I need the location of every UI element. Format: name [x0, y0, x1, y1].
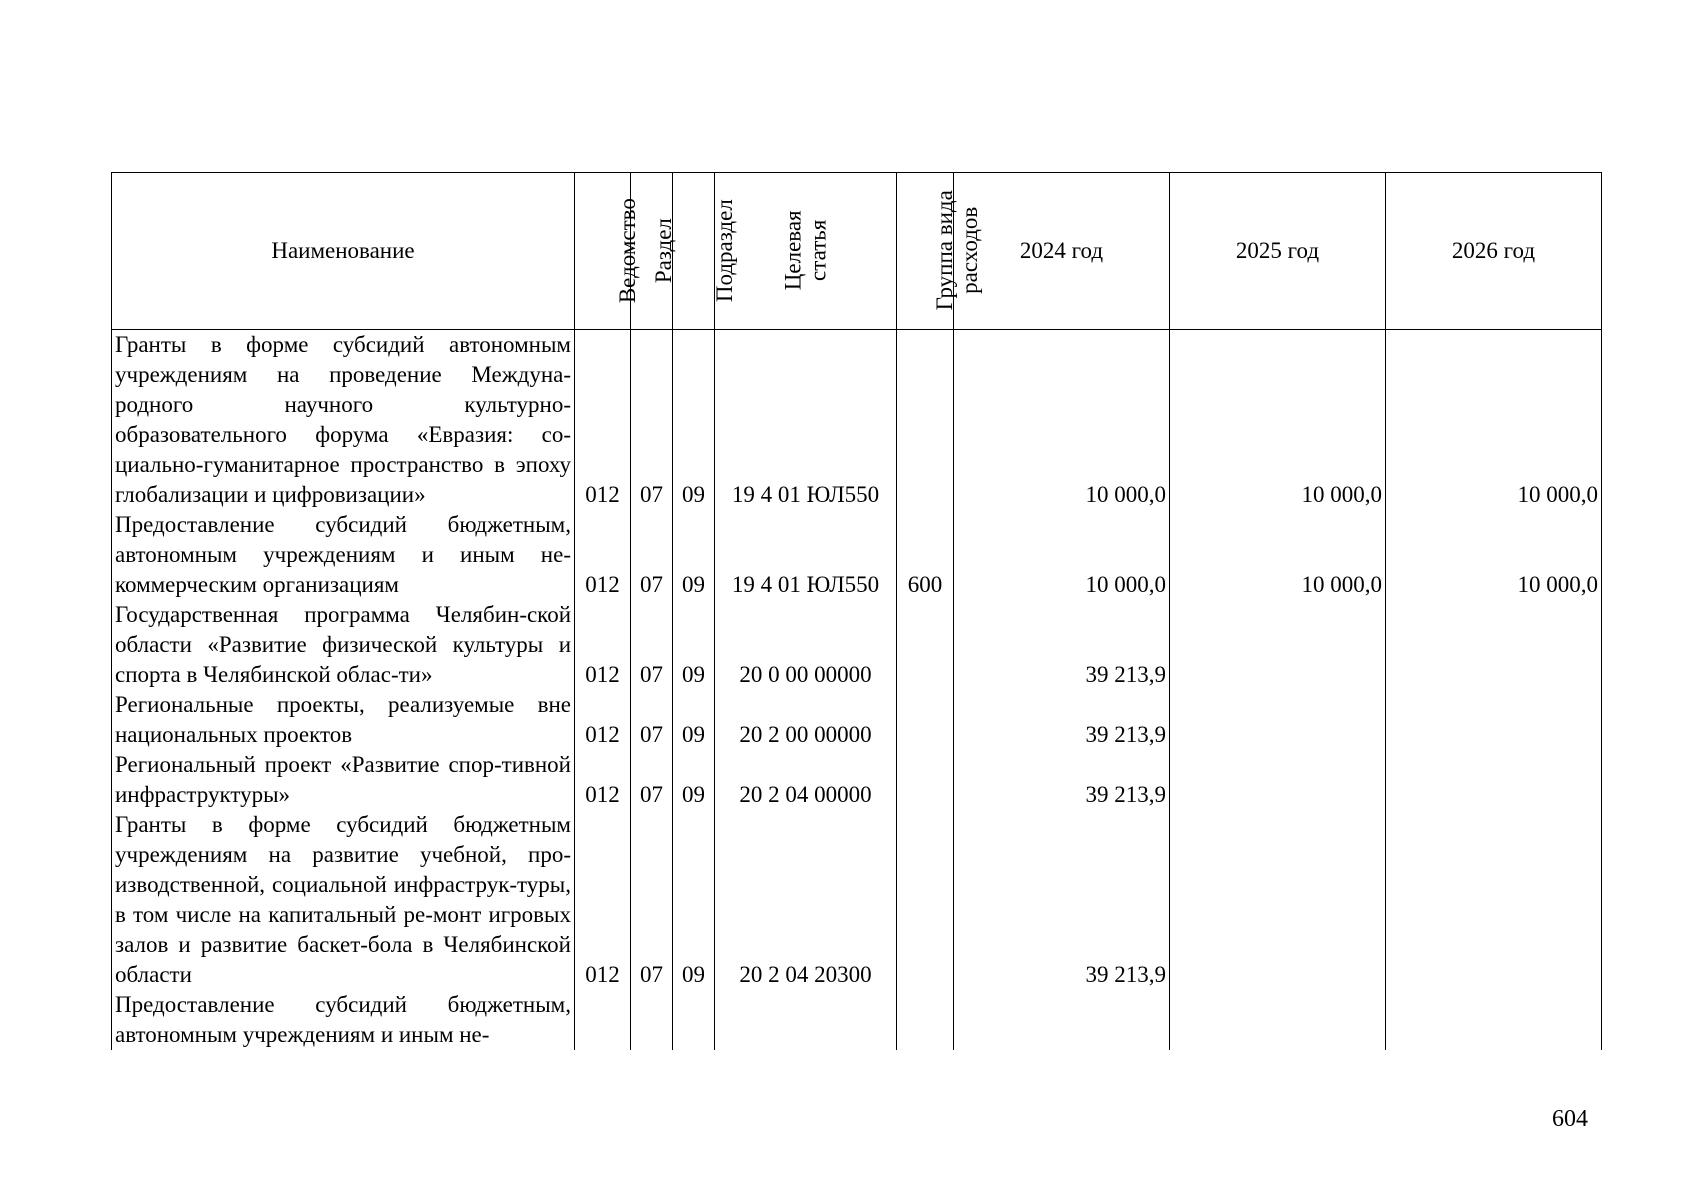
header-subsection: Подраздел: [673, 173, 715, 330]
header-dept: Ведомство: [575, 173, 631, 330]
cell-name: Гранты в форме субсидий автономным учреждениям на проведение Междуна-родного научного культурно-образовательного форума «Евразия: со-циально-гуманитарное пространство в эпоху глобализации и цифровизации»: [112, 330, 575, 511]
cell-2024: 39 213,9: [954, 810, 1170, 990]
cell-expense: [897, 990, 954, 1050]
cell-2026: [1386, 750, 1602, 810]
cell-dept: 012: [575, 330, 631, 511]
table-row: [112, 810, 1602, 990]
table-row: [112, 600, 1602, 690]
table-row: [112, 690, 1602, 750]
cell-2026: [1386, 990, 1602, 1050]
cell-target: 20 2 04 20300: [715, 810, 897, 990]
cell-2025: [1170, 600, 1386, 690]
cell-dept: 012: [575, 510, 631, 600]
cell-expense: [897, 750, 954, 810]
cell-target: 19 4 01 ЮЛ550: [715, 510, 897, 600]
cell-2024: 10 000,0: [954, 330, 1170, 511]
cell-subsection: 09: [673, 810, 715, 990]
cell-section: 07: [631, 510, 673, 600]
header-2024: 2024 год: [954, 173, 1170, 330]
header-expense-line2: расходов: [957, 207, 983, 295]
cell-name: Государственная программа Челябин-ской области «Развитие физической культуры и спорта в Челябинской облас-ти»: [112, 600, 575, 690]
cell-dept: [575, 990, 631, 1050]
header-2026: 2026 год: [1386, 173, 1602, 330]
cell-name: Предоставление субсидий бюджетным, автономным учреждениям и иным не-: [112, 990, 575, 1050]
cell-section: 07: [631, 600, 673, 690]
cell-2024: 39 213,9: [954, 690, 1170, 750]
cell-name: Региональный проект «Развитие спор-тивной инфраструктуры»: [112, 750, 575, 810]
cell-subsection: 09: [673, 330, 715, 511]
table-row: [112, 990, 1602, 1050]
cell-2025: [1170, 750, 1386, 810]
cell-name: Предоставление субсидий бюджетным, автономным учреждениям и иным не-коммерческим организациям: [112, 510, 575, 600]
cell-2025: 10 000,0: [1170, 330, 1386, 511]
cell-2025: [1170, 690, 1386, 750]
header-target-line2: статья: [805, 220, 831, 282]
header-target: [715, 173, 897, 330]
table-row: [112, 750, 1602, 810]
cell-section: 07: [631, 330, 673, 511]
table-row: [112, 330, 1602, 511]
cell-2024: 39 213,9: [954, 600, 1170, 690]
cell-2024: 10 000,0: [954, 510, 1170, 600]
cell-section: 07: [631, 690, 673, 750]
header-row: [112, 173, 1602, 330]
cell-section: 07: [631, 810, 673, 990]
cell-target: 20 0 00 00000: [715, 600, 897, 690]
cell-2026: [1386, 690, 1602, 750]
header-expense: [897, 173, 983, 330]
cell-expense: [897, 810, 954, 990]
header-section: Раздел: [631, 173, 673, 330]
cell-dept: 012: [575, 690, 631, 750]
cell-target: 20 2 04 00000: [715, 750, 897, 810]
cell-target: 19 4 01 ЮЛ550: [715, 330, 897, 511]
cell-2026: [1386, 600, 1602, 690]
table-body: [112, 330, 1602, 1051]
cell-dept: 012: [575, 600, 631, 690]
cell-subsection: 09: [673, 690, 715, 750]
cell-2026: [1386, 810, 1602, 990]
cell-2026: 10 000,0: [1386, 510, 1602, 600]
header-2025: 2025 год: [1170, 173, 1386, 330]
cell-dept: 012: [575, 750, 631, 810]
table-row: [112, 510, 1602, 600]
header-name: Наименование: [112, 173, 575, 330]
cell-2025: [1170, 810, 1386, 990]
cell-2026: 10 000,0: [1386, 330, 1602, 511]
header-target-line1: Целевая: [780, 210, 806, 291]
cell-target: [715, 990, 897, 1050]
cell-expense: 600: [897, 510, 954, 600]
page-number: 604: [1552, 1106, 1588, 1132]
cell-2024: 39 213,9: [954, 750, 1170, 810]
cell-name: Гранты в форме субсидий бюджетным учреждениям на развитие учебной, про-изводственной, социальной инфраструк-туры, в том числе на капитальный ре-монт игровых залов и развитие баскет-бола в Челябинской области: [112, 810, 575, 990]
cell-2024: [954, 990, 1170, 1050]
cell-subsection: 09: [673, 510, 715, 600]
cell-expense: [897, 690, 954, 750]
cell-subsection: [673, 990, 715, 1050]
cell-2025: 10 000,0: [1170, 510, 1386, 600]
cell-section: [631, 990, 673, 1050]
cell-subsection: 09: [673, 750, 715, 810]
header-expense-line1: Группа вида: [931, 190, 957, 311]
cell-section: 07: [631, 750, 673, 810]
cell-subsection: 09: [673, 600, 715, 690]
cell-expense: [897, 330, 954, 511]
cell-target: 20 2 00 00000: [715, 690, 897, 750]
budget-table: [111, 172, 1602, 1050]
cell-name: Региональные проекты, реализуемые вне национальных проектов: [112, 690, 575, 750]
cell-2025: [1170, 990, 1386, 1050]
cell-dept: 012: [575, 810, 631, 990]
cell-expense: [897, 600, 954, 690]
